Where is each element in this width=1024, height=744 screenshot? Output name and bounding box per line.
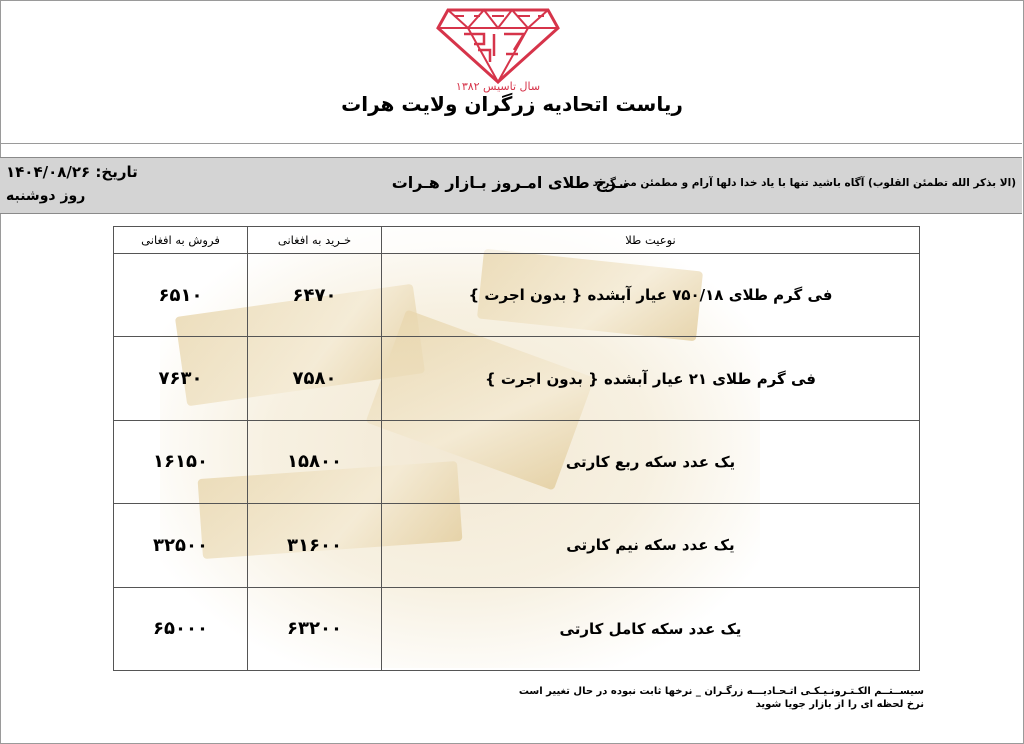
gold-type-cell: یک عدد سکه ربع کارتی [382, 420, 920, 503]
sell-price-cell: ۶۵۱۰ [114, 254, 248, 337]
table-row [114, 504, 920, 587]
buy-price-cell: ۶۳۲۰۰ [248, 587, 382, 670]
table-row [114, 254, 920, 337]
buy-price-cell: ۶۴۷۰ [248, 254, 382, 337]
sell-price-cell: ۱۶۱۵۰ [114, 420, 248, 503]
header-divider [0, 143, 1022, 144]
rates-title: نـرخ طلای امـروز بـازار هـرات [391, 173, 629, 192]
gold-type-cell: فی گرم طلای ۲۱ عیار آبشده { بدون اجرت } [382, 337, 920, 420]
sell-price-cell: ۳۲۵۰۰ [114, 504, 248, 587]
buy-price-cell: ۷۵۸۰ [248, 337, 382, 420]
gold-price-table [113, 226, 920, 671]
footer-line: نرخ لحظه ای را از بازار جویا شوید [755, 699, 924, 710]
header-type: نوعیت طلا [382, 227, 920, 254]
footer-note [519, 685, 924, 711]
sell-price-cell: ۶۵۰۰۰ [114, 587, 248, 670]
day-label: روز دوشنبه [6, 188, 86, 204]
footer-line: سیســتــم الکـتـرونـیـکـی اتـحـادیـــه زرگـران _ نرخها ثابت نبوده در حال تغییر است [518, 686, 924, 697]
info-band [0, 157, 1022, 214]
buy-price-cell: ۳۱۶۰۰ [248, 504, 382, 587]
buy-price-cell: ۱۵۸۰۰ [248, 420, 382, 503]
table-header-row [114, 227, 920, 254]
gold-type-cell: یک عدد سکه کامل کارتی [382, 587, 920, 670]
header-buy: خـرید به افغانی [248, 227, 382, 254]
motto-text: (الا بذکر الله تطمئن القلوب) آگاه باشید تنها با یاد خدا دلها آرام و مطمئن می گردد [592, 177, 1016, 189]
table-row [114, 587, 920, 670]
table-row [114, 420, 920, 503]
table-row [114, 337, 920, 420]
header-sell: فروش به افغانی [114, 227, 248, 254]
organization-title: ریاست اتحادیه زرگران ولایت هرات [341, 92, 683, 116]
gold-type-cell: یک عدد سکه نیم کارتی [382, 504, 920, 587]
founding-year: سال تاسیس ۱۳۸۲ [455, 80, 541, 93]
gold-type-cell: فی گرم طلای ۷۵۰/۱۸ عیار آبشده { بدون اجرت } [382, 254, 920, 337]
diamond-logo-icon [434, 4, 562, 84]
sell-price-cell: ۷۶۳۰ [114, 337, 248, 420]
date-label: تاریخ: ۱۴۰۴/۰۸/۲۶ [6, 163, 138, 181]
